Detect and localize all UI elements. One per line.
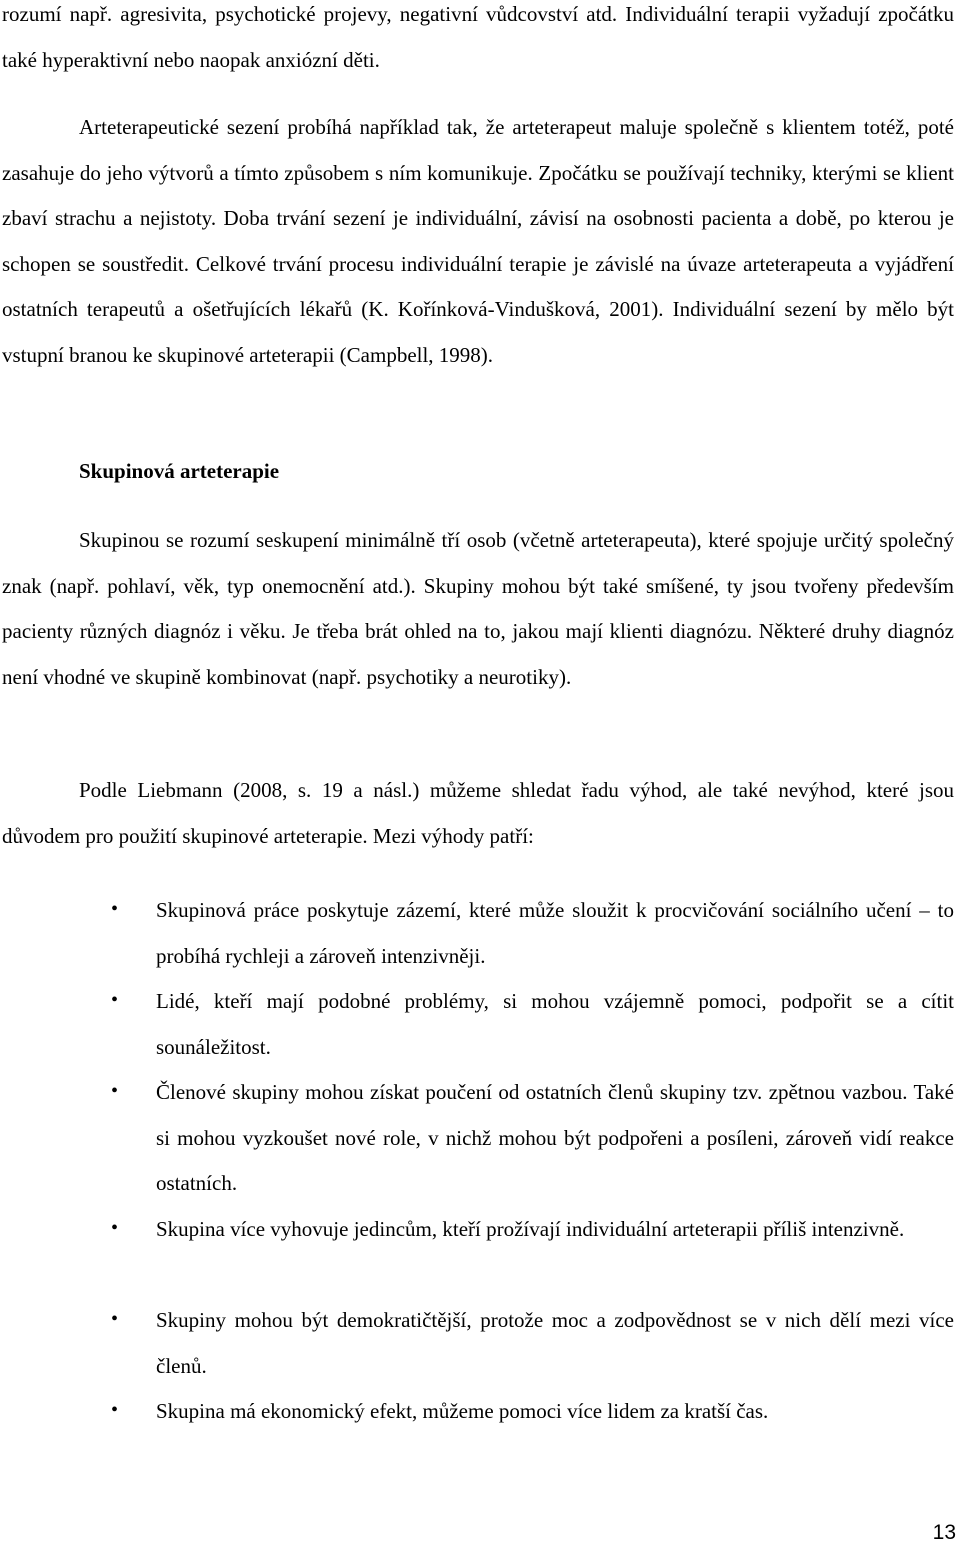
list-item xyxy=(0,1298,954,1389)
list-item-text: Skupina má ekonomický efekt, můžeme pomoci více lidem za kratší čas. xyxy=(156,1399,769,1423)
advantages-list xyxy=(0,888,960,1435)
bullet-icon: • xyxy=(111,1217,119,1239)
bullet-icon: • xyxy=(111,1080,119,1102)
list-item-text: Skupiny mohou být demokratičtější, protože moc a zodpovědnost se v nich dělí mezi více členů. xyxy=(156,1308,954,1378)
paragraph-intro: rozumí např. agresivita, psychotické projevy, negativní vůdcovství atd. Individuální terapii vyžadují zpočátku také hyperaktivní nebo naopak anxiózní děti. xyxy=(2,2,954,72)
section-heading: Skupinová arteterapie xyxy=(79,459,280,483)
list-item-text: Lidé, kteří mají podobné problémy, si mohou vzájemně pomoci, podpořit se a cítit sounáležitost. xyxy=(156,989,954,1059)
bullet-icon: • xyxy=(111,898,119,920)
list-item xyxy=(0,1070,954,1207)
list-item xyxy=(0,888,954,979)
list-item-text: Členové skupiny mohou získat poučení od ostatních členů skupiny tzv. zpětnou vazbou. Také si mohou vyzkoušet nové role, v nichž mohou být podpořeni a posíleni, zároveň vidí reakce ostatních. xyxy=(156,1080,954,1195)
page-number: 13 xyxy=(932,1521,956,1544)
list-item xyxy=(0,1207,954,1298)
bullet-icon: • xyxy=(111,1399,119,1421)
paragraph-individual-session: Arteterapeutické sezení probíhá například tak, že arteterapeut maluje společně s klientem totéž, poté zasahuje do jeho výtvorů a tímto způsobem s ním komunikuje. Zpočátku se používají techniky, kterými se klient zbaví strachu a nejistoty. Doba trvání sezení je individuální, závisí na osobnosti pacienta a době, po kterou je schopen se soustředit. Celkové trvání procesu individuální terapie je závislé na úvaze arteterapeuta a vyjádření ostatních terapeutů a ošetřujících lékařů (K. Kořínková-Vindušková, 2001). Individuální sezení by mělo být vstupní branou ke skupinové arteterapii (Campbell, 1998). xyxy=(2,115,954,367)
list-item-text: Skupina více vyhovuje jedincům, kteří prožívají individuální arteterapii příliš intenzivně. xyxy=(156,1217,905,1241)
paragraph-advantages-intro: Podle Liebmann (2008, s. 19 a násl.) můžeme shledat řadu výhod, ale také nevýhod, které jsou důvodem pro použití skupinové arteterapie. Mezi výhody patří: xyxy=(2,778,954,848)
list-item xyxy=(0,979,954,1070)
paragraph-group-definition: Skupinou se rozumí seskupení minimálně tří osob (včetně arteterapeuta), které spojuje určitý společný znak (např. pohlaví, věk, typ onemocnění atd.). Skupiny mohou být také smíšené, ty jsou tvořeny především pacienty různých diagnóz i věku. Je třeba brát ohled na to, jakou mají klienti diagnózu. Některé druhy diagnóz není vhodné ve skupině kombinovat (např. psychotiky a neurotiky). xyxy=(2,528,954,689)
bullet-icon: • xyxy=(111,989,119,1011)
list-item-text: Skupinová práce poskytuje zázemí, které může sloužit k procvičování sociálního učení – to probíhá rychleji a zároveň intenzivněji. xyxy=(156,898,954,968)
bullet-icon: • xyxy=(111,1308,119,1330)
list-item xyxy=(0,1389,954,1435)
